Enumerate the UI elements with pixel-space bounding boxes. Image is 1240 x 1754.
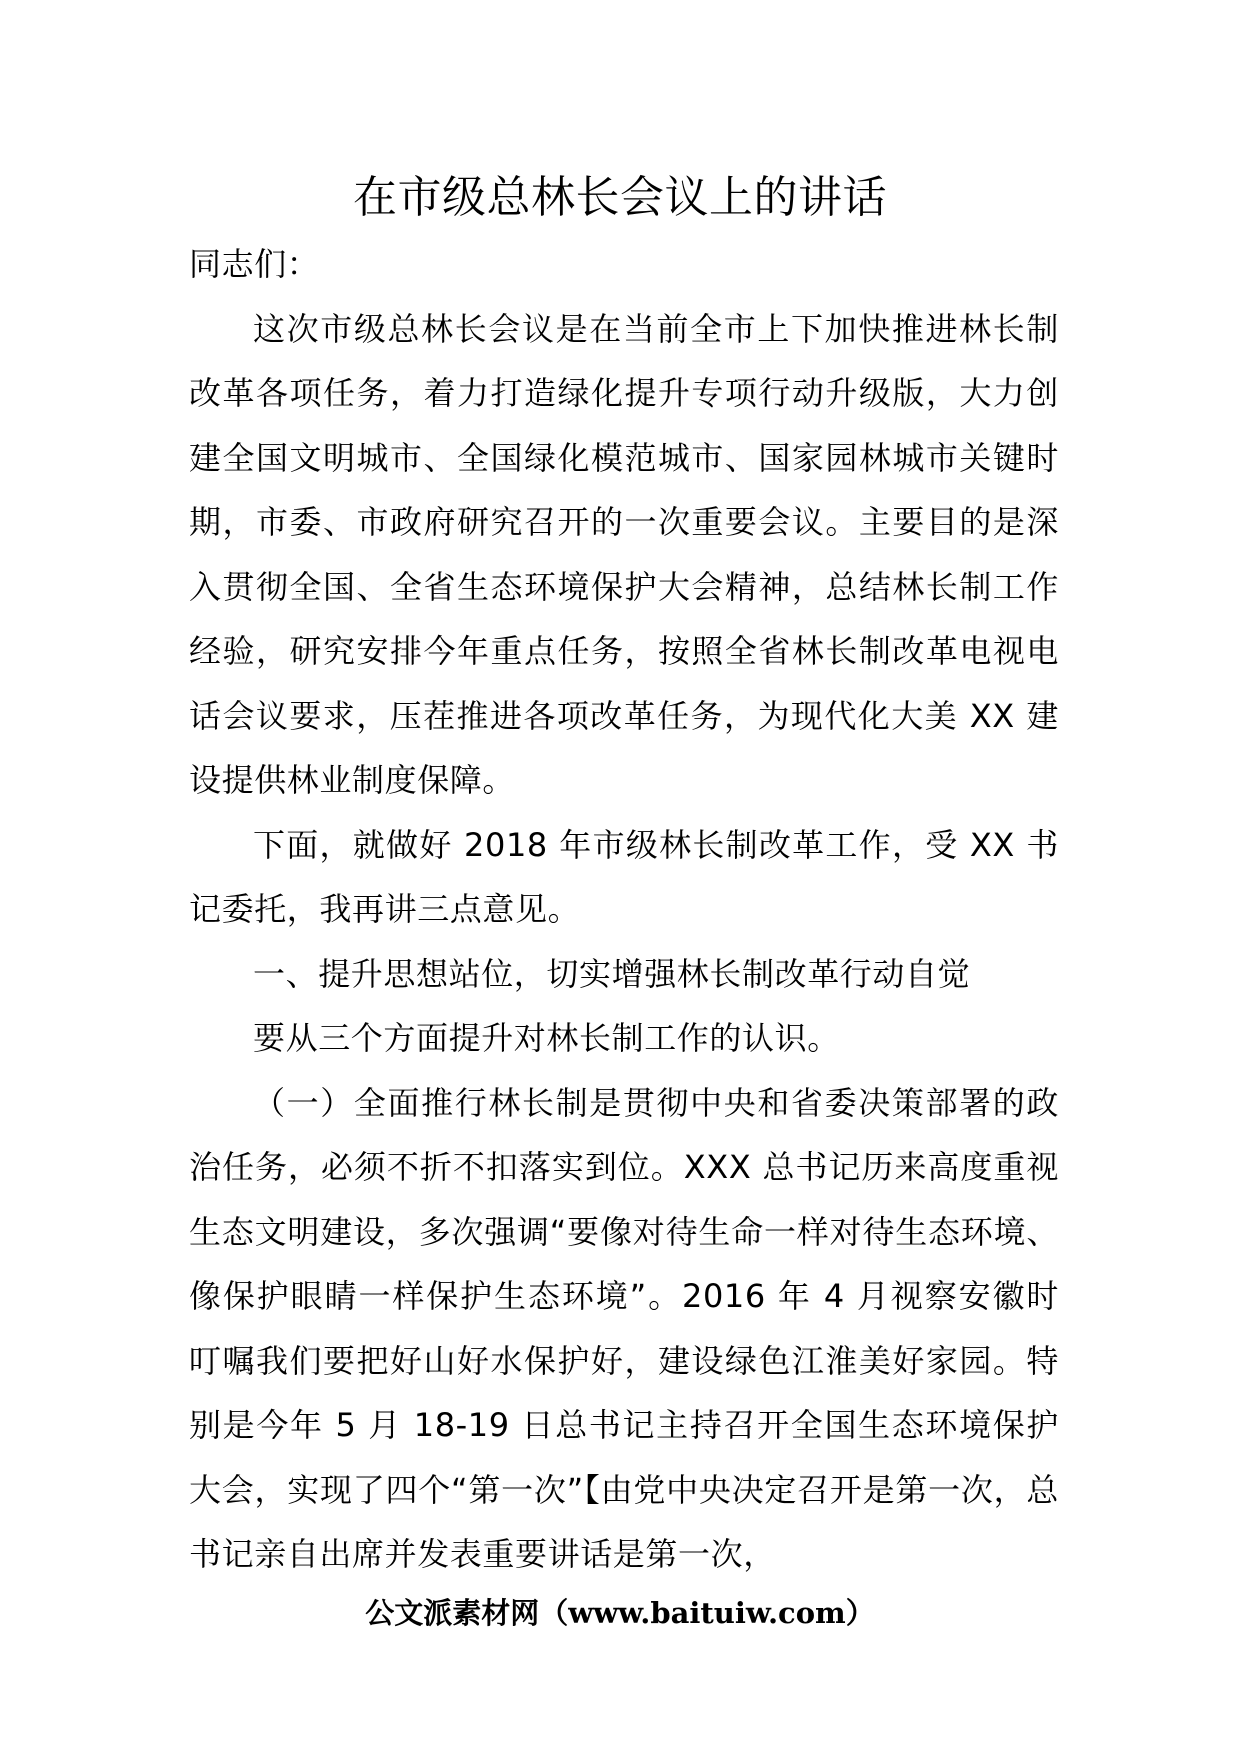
section-heading: 一、提升思想站位，切实增强林长制改革行动自觉	[253, 954, 971, 993]
document-body	[189, 232, 1059, 1587]
paragraph-section-intro: 要从三个方面提升对林长制工作的认识。	[253, 1019, 840, 1057]
salutation: 同志们：	[189, 245, 320, 283]
paragraph-point-one: （一）全面推行林长制是贯彻中央和省委决策部署的政治任务，必须不折不扣落实到位。XXX 总书记历来高度重视生态文明建设，多次强调“要像对待生命一样对待生态环境、像保护眼睛一样保护生态环境”。2016 年 4 月视察安徽时叮嘱我们要把好山好水保护好，建设绿色江淮美好家园。特别是今年 5 月 18-19 日总书记主持召开全国生态环境保护大会，实现了四个“第一次”【由党中央决定召开是第一次，总书记亲自出席并发表重要讲话是第一次，	[189, 1083, 1059, 1573]
paragraph-outline: 下面，就做好 2018 年市级林长制改革工作，受 XX 书记委托，我再讲三点意见。	[189, 825, 1059, 928]
document-title: 在市级总林长会议上的讲话	[353, 172, 887, 223]
footer-watermark: 公文派素材网（www.baituiw.com）	[365, 1596, 875, 1630]
paragraph-intro: 这次市级总林长会议是在当前全市上下加快推进林长制改革各项任务，着力打造绿化提升专项行动升级版，大力创建全国文明城市、全国绿化模范城市、国家园林城市关键时期，市委、市政府研究召开的一次重要会议。主要目的是深入贯彻全国、全省生态环境保护大会精神，总结林长制工作经验，研究安排今年重点任务，按照全省林长制改革电视电话会议要求，压茬推进各项改革任务，为现代化大美 XX 建设提供林业制度保障。	[189, 309, 1059, 799]
